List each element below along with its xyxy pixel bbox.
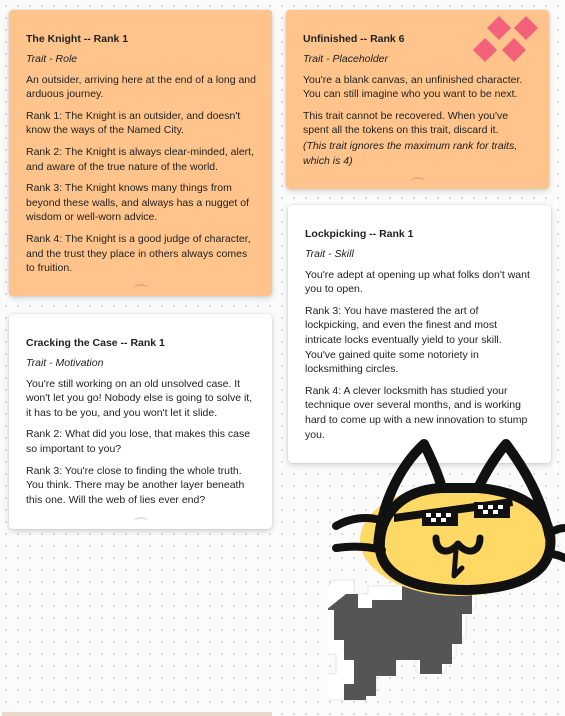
card-paragraph: You're still working on an old unsolved case. It won't let you go! Nobody else is going to solve it, it has to be you, and you won't let it slide. [26,377,253,419]
card-title: The Knight -- Rank 1 [26,33,129,45]
card-trait: Trait - Motivation [26,357,104,369]
card-trait: Trait - Placeholder [303,53,389,65]
card-title: Unfinished -- Rank 6 [303,33,405,45]
card-unfinished[interactable] [286,10,549,189]
card-note: (This trait ignores the maximum rank for traits, which is 4) [303,139,518,167]
card-lockpicking[interactable] [288,205,551,463]
card-cracking-the-case[interactable] [9,314,272,529]
card-paragraph: An outsider, arriving here at the end of a long and arduous journey. [26,73,256,101]
card-paragraph: Rank 4: A clever locksmith has studied your technique over several months, and is working hard to come up with a new innovation to stump you. [305,384,528,441]
card-paragraph: You're a blank canvas, an unfinished character. You can still imagine who you want to be next. [303,73,523,101]
card-the-knight[interactable] [9,10,272,296]
card-edge [2,712,272,716]
card-paragraph: This trait cannot be recovered. When you've spent all the tokens on this trait, discard it. [303,109,509,137]
card-paragraph: You're adept at opening up what folks don't want you to open. [305,268,530,296]
card-paragraph: Rank 3: The Knight knows many things from beyond these walls, and always has a nugget of wisdom or well-worn advice. [26,182,249,224]
card-paragraph: Rank 3: You're close to finding the whole truth. You think. There may be another layer beneath this one. Will the web of lies ever end? [26,464,245,506]
card-trait: Trait - Skill [305,248,354,260]
expand-handle-icon[interactable] [134,284,148,292]
card-paragraph: Rank 1: The Knight is an outsider, and doesn't know the ways of the Named City. [26,109,241,137]
card-trait: Trait - Role [26,53,78,65]
cat-sticker[interactable] [328,438,565,716]
expand-handle-icon[interactable] [411,177,425,185]
card-title: Cracking the Case -- Rank 1 [26,337,165,349]
card-title: Lockpicking -- Rank 1 [305,228,414,240]
card-paragraph: Rank 4: The Knight is a good judge of character, and the trust they place in others always comes to fruition. [26,232,251,275]
card-paragraph: Rank 3: You have mastered the art of lockpicking, and even the finest and most intricate locks eventually yield to your skill. You've gained quite some notoriety in locksmithing circles. [305,304,502,376]
diamond-cluster-icon [469,14,539,66]
card-paragraph: Rank 2: What did you lose, that makes this case so important to you? [26,428,251,455]
expand-handle-icon[interactable] [134,517,148,525]
card-paragraph: Rank 2: The Knight is always clear-minded, alert, and aware of the true nature of the world. [26,145,254,173]
